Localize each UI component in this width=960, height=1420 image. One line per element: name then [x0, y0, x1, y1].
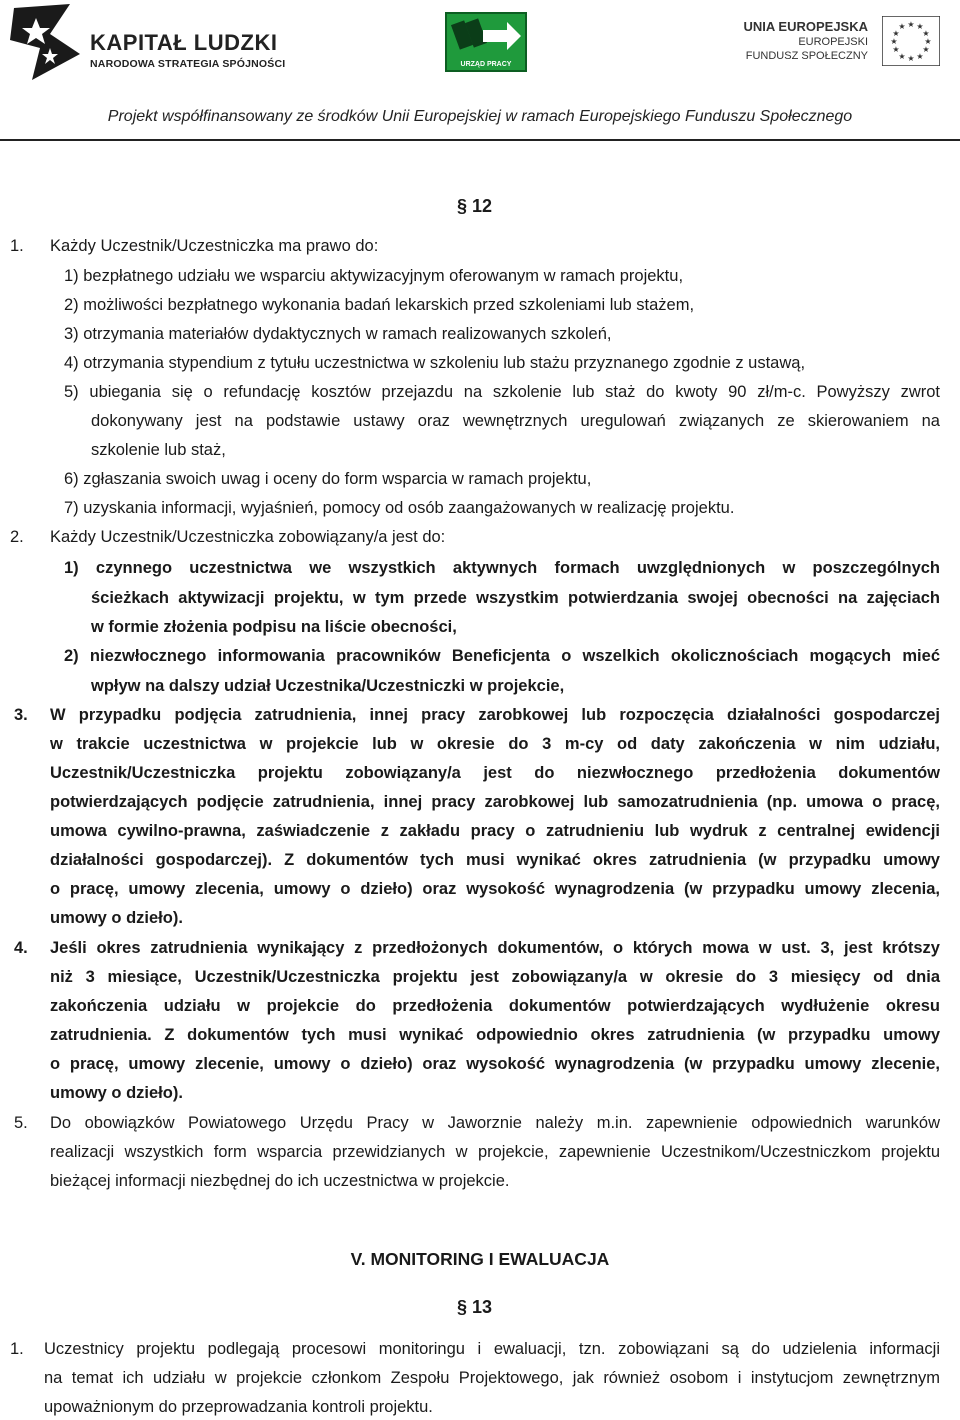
kapital-ludzki-emblem-icon: [10, 4, 82, 80]
s12-p3-number: 3.: [14, 706, 28, 724]
s13-p1-line: Uczestnicy projektu podlegają procesowi monitoringu i ewaluacji, tzn. zobowiązani są do udzielenia informacji: [44, 1340, 940, 1358]
eu-logo-line2: EUROPEJSKI: [798, 36, 868, 48]
eu-stars-flag-icon: [882, 16, 940, 66]
s12-p1-item: 2) możliwości bezpłatnego wykonania badań lekarskich przed szkoleniami lub stażem,: [64, 296, 695, 314]
s12-p4-line: Jeśli okres zatrudnienia wynikający z przedłożonych dokumentów, o których mowa w ust. 3, jest krótszy: [50, 939, 940, 957]
s12-p5-line: bieżącej informacji niezbędnej do ich uczestnictwa w projekcie.: [50, 1172, 510, 1190]
s13-p1-number: 1.: [10, 1340, 24, 1358]
svg-text:★: ★: [916, 22, 924, 31]
s12-p5-line: Do obowiązków Powiatowego Urzędu Pracy w Jaworznie należy m.in. zapewnienie odpowiednich warunków: [50, 1114, 940, 1132]
s12-p2-item-cont: wpływ na dalszy udział Uczestnika/Uczestniczki w projekcie,: [91, 677, 565, 695]
s12-p1-item: 5) ubiegania się o refundację kosztów przejazdu na szkolenie lub staż do kwoty 90 zł/m-c. Powyższy zwrot: [64, 383, 940, 401]
eu-logo-line3: FUNDUSZ SPOŁECZNY: [745, 50, 868, 62]
urzad-pracy-label: URZĄD PRACY: [460, 61, 512, 68]
eu-logo-line1: UNIA EUROPEJSKA: [743, 19, 868, 34]
s12-p4-line: zatrudnienia. Z dokumentów tych musi wynikać odpowiednio okres zatrudnienia (w przypadku umowy: [50, 1026, 940, 1044]
s12-p1-item-cont: szkolenie lub staż,: [91, 441, 226, 459]
s12-p1-item: 3) otrzymania materiałów dydaktycznych w ramach realizowanych szkoleń,: [64, 325, 612, 343]
cofinancing-caption: Projekt współfinansowany ze środków Unii Europejskiej w ramach Europejskiego Funduszu Społecznego: [107, 108, 853, 125]
svg-text:★: ★: [922, 45, 930, 54]
s12-p3-line: o pracę, umowy zlecenia, umowy o dzieło) oraz wysokość wynagrodzenia (w przypadku umowy zlecenia,: [50, 880, 940, 898]
s12-p1-item-cont: dokonywany jest na podstawie ustawy oraz wewnętrznych uregulowań związanych ze skierowaniem na: [91, 412, 940, 430]
s12-p3-line: W przypadku podjęcia zatrudnienia, innej pracy zarobkowej lub rozpoczęcia działalności gospodarczej: [50, 706, 940, 724]
eu-efs-logo: [743, 14, 952, 74]
s12-p2-item: 2) niezwłocznego informowania pracowników Beneficjenta o wszelkich okolicznościach mogących mieć: [64, 647, 940, 665]
urzad-pracy-logo: [445, 12, 527, 72]
svg-text:★: ★: [924, 37, 932, 46]
svg-text:★: ★: [922, 29, 930, 38]
s12-p3-line: umowa cywilno-prawna, zaświadczenie z zakładu pracy o zatrudnieniu lub wydruk z centralnej ewidencji: [50, 822, 940, 840]
kapital-ludzki-logo: [10, 4, 286, 80]
s12-p4-line: umowy o dzieło).: [50, 1084, 183, 1102]
svg-text:★: ★: [916, 52, 924, 61]
s12-p1-item: 4) otrzymania stypendium z tytułu uczestnictwa w szkoleniu lub stażu przyznanego zgodnie z ustawą,: [64, 354, 806, 372]
section-12-marker: § 12: [457, 196, 493, 216]
s12-p1-item: 7) uzyskania informacji, wyjaśnień, pomocy od osób zaangażowanych w realizację projektu.: [64, 499, 735, 517]
s12-p1-item: 6) zgłaszania swoich uwag i oceny do form wsparcia w ramach projektu,: [64, 470, 592, 488]
document-header: [0, 0, 960, 140]
s12-p3-line: potwierdzających podjęcie zatrudnienia, innej pracy zarobkowej lub samozatrudnienia (np. umowa o pracę,: [50, 793, 940, 811]
svg-text:★: ★: [892, 29, 900, 38]
s12-p3-line: działalności gospodarczej). Z dokumentów tych musi wynikać okres zatrudnienia (w przypadku umowy: [50, 851, 940, 869]
svg-text:★: ★: [892, 45, 900, 54]
s12-p2-number: 2.: [10, 528, 24, 546]
s12-p2-item: 1) czynnego uczestnictwa we wszystkich aktywnych formach uwzględnionych w poszczególnych: [64, 559, 940, 577]
s12-p1-intro: Każdy Uczestnik/Uczestniczka ma prawo do:: [50, 237, 379, 255]
s13-p1-line: na temat ich udziału w projekcie członkom Zespołu Projektowego, jak również osobom i instytucjom zewnętrznym: [44, 1369, 940, 1387]
svg-text:★: ★: [907, 54, 915, 63]
s12-p3-line: Uczestnik/Uczestniczka projektu zobowiązany/a jest do niezwłocznego przedłożenia dokumentów: [50, 764, 940, 782]
s13-p1-line: upoważnionym do przeprowadzania kontroli projektu.: [44, 1398, 433, 1416]
s12-p3-line: umowy o dzieło).: [50, 909, 183, 927]
header-divider: [0, 139, 960, 141]
s12-p2-item-cont: w formie złożenia podpisu na liście obecności,: [91, 618, 457, 636]
section-13-marker: § 13: [457, 1297, 493, 1317]
s12-p2-item-cont: ścieżkach aktywizacji projektu, w tym przede wszystkim potwierdzania swojej obecności na zajęciach: [91, 589, 940, 607]
svg-text:★: ★: [907, 20, 915, 29]
kapital-ludzki-title: KAPITAŁ LUDZKI: [90, 30, 278, 55]
s12-p2-intro: Każdy Uczestnik/Uczestniczka zobowiązany/a jest do:: [50, 528, 446, 546]
s12-p4-number: 4.: [14, 939, 28, 957]
s12-p4-line: niż 3 miesiące, Uczestnik/Uczestniczka projektu jest zobowiązany/a w okresie do 3 miesięcy od dnia: [50, 968, 940, 986]
svg-text:★: ★: [890, 37, 898, 46]
s12-p4-line: o pracę, umowy zlecenie, umowy o dzieło) oraz wysokość wynagrodzenia (w przypadku umowy zlecenie,: [50, 1055, 940, 1073]
svg-text:★: ★: [898, 52, 906, 61]
s12-p4-line: zakończenia udziału w projekcie do przedłożenia dokumentów potwierdzających wydłużenie okresu: [50, 997, 940, 1015]
section-v-title: V. MONITORING I EWALUACJA: [350, 1249, 610, 1269]
s12-p5-line: realizacji wszystkich form wsparcia przewidzianych w projekcie, zapewnienie Uczestnikom/Uczestniczkom projektu: [50, 1143, 940, 1161]
eu-logo-text: [744, 18, 868, 63]
s12-p5-number: 5.: [14, 1114, 28, 1132]
s12-p3-line: w trakcie uczestnictwa w projekcie lub w okresie do 3 m-cy od daty zakończenia w nim udziału,: [50, 735, 940, 753]
s12-p1-number: 1.: [10, 237, 24, 255]
svg-text:★: ★: [898, 22, 906, 31]
kapital-ludzki-subtitle: NARODOWA STRATEGIA SPÓJNOŚCI: [90, 58, 286, 70]
s12-p1-item: 1) bezpłatnego udziału we wsparciu aktywizacyjnym oferowanym w ramach projektu,: [64, 267, 684, 285]
